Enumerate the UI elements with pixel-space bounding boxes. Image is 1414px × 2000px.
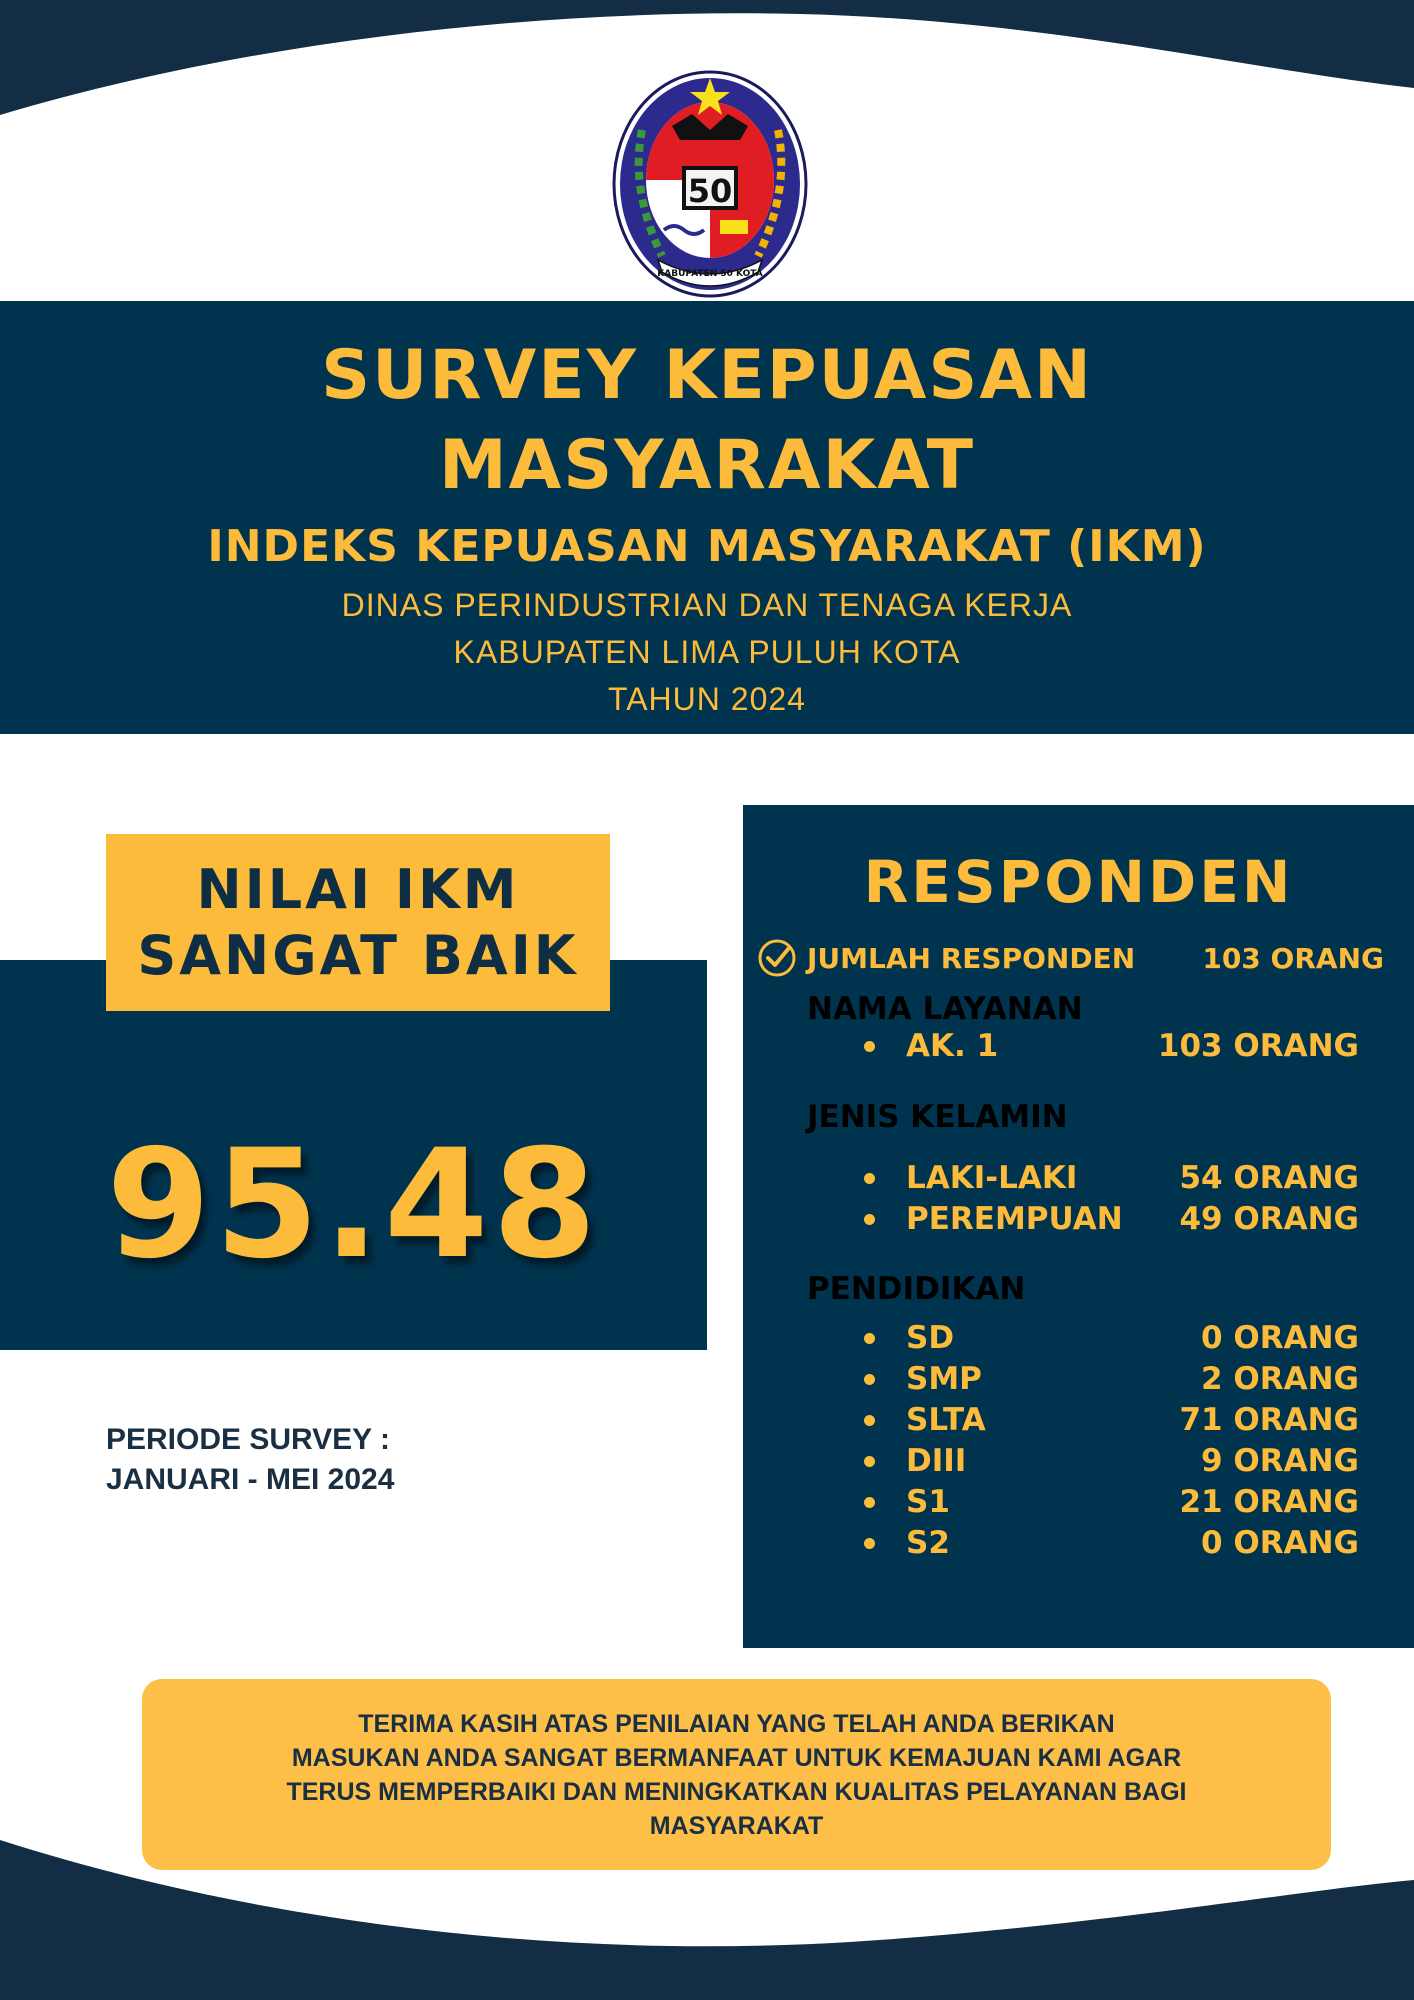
header-band [0,301,1414,734]
item-label: LAKI-LAKI [906,1160,1078,1196]
ikm-score-value: 95.48 [106,1118,601,1292]
total-respondents-label: JUMLAH RESPONDEN [807,942,1136,975]
list-item [743,1523,1414,1563]
rating-category: SANGAT BAIK [137,924,579,987]
page-title-line-1: SURVEY KEPUASAN [321,336,1093,415]
item-value: 2 ORANG [1201,1361,1359,1397]
item-value: 0 ORANG [1201,1525,1359,1561]
item-value: 21 ORANG [1179,1484,1359,1520]
total-respondents-value: 103 ORANG [1202,942,1384,975]
item-value: 103 ORANG [1157,1028,1359,1064]
section-heading-pendidikan: PENDIDIKAN [807,1271,1026,1307]
thank-you-message [142,1707,1331,1843]
item-value: 71 ORANG [1179,1402,1359,1438]
bullet-icon [864,1333,875,1344]
item-label: DIII [906,1443,967,1479]
item-label: SMP [906,1361,982,1397]
region-name: KABUPATEN LIMA PULUH KOTA [453,634,961,670]
check-circle-icon [757,938,797,978]
bottom-wave-decoration [0,1830,1414,2000]
bullet-icon [864,1497,875,1508]
thank-you-line: TERUS MEMPERBAIKI DAN MENINGKATKAN KUALITAS PELAYANAN BAGI [286,1778,1187,1806]
kabupaten-emblem-logo [612,70,808,298]
item-value: 9 ORANG [1201,1443,1359,1479]
respondents-panel [743,805,1414,1648]
logo-number: 50 [687,172,733,210]
bullet-icon [864,1374,875,1385]
list-item [743,1026,1414,1066]
list-item [743,1400,1414,1440]
item-label: AK. 1 [906,1028,999,1064]
bullet-icon [864,1415,875,1426]
item-label: PEREMPUAN [906,1201,1123,1237]
item-value: 49 ORANG [1179,1201,1359,1237]
page-title-line-2: MASYARAKAT [438,426,976,505]
item-value: 0 ORANG [1201,1320,1359,1356]
bullet-icon [864,1456,875,1467]
list-item [743,1158,1414,1198]
item-label: SD [906,1320,955,1356]
list-item [743,1482,1414,1522]
item-label: SLTA [906,1402,986,1438]
list-item [743,1359,1414,1399]
item-label: S2 [906,1525,950,1561]
period-label: PERIODE SURVEY : [106,1423,390,1456]
bullet-icon [864,1214,875,1225]
thank-you-line: MASUKAN ANDA SANGAT BERMANFAAT UNTUK KEMAJUAN KAMI AGAR [291,1744,1182,1772]
respondents-title: RESPONDEN [863,848,1294,916]
thank-you-line: TERIMA KASIH ATAS PENILAIAN YANG TELAH ANDA BERIKAN [358,1710,1115,1738]
item-value: 54 ORANG [1179,1160,1359,1196]
list-item [743,1441,1414,1481]
section-heading-layanan: NAMA LAYANAN [807,991,1083,1027]
item-label: S1 [906,1484,950,1520]
bullet-icon [864,1041,875,1052]
rating-label: NILAI IKM [196,858,520,921]
thank-you-line: MASYARAKAT [649,1812,824,1840]
list-item [743,1199,1414,1239]
section-heading-kelamin: JENIS KELAMIN [807,1099,1068,1135]
rating-box [106,834,610,1011]
bullet-icon [864,1538,875,1549]
logo-caption: KABUPATEN 50 KOTA [657,269,763,279]
page-subtitle: INDEKS KEPUASAN MASYARAKAT (IKM) [207,521,1207,572]
list-item [743,1318,1414,1358]
bullet-icon [864,1173,875,1184]
agency-name: DINAS PERINDUSTRIAN DAN TENAGA KERJA [341,587,1073,623]
survey-year: TAHUN 2024 [608,681,806,717]
period-value: JANUARI - MEI 2024 [106,1463,395,1496]
